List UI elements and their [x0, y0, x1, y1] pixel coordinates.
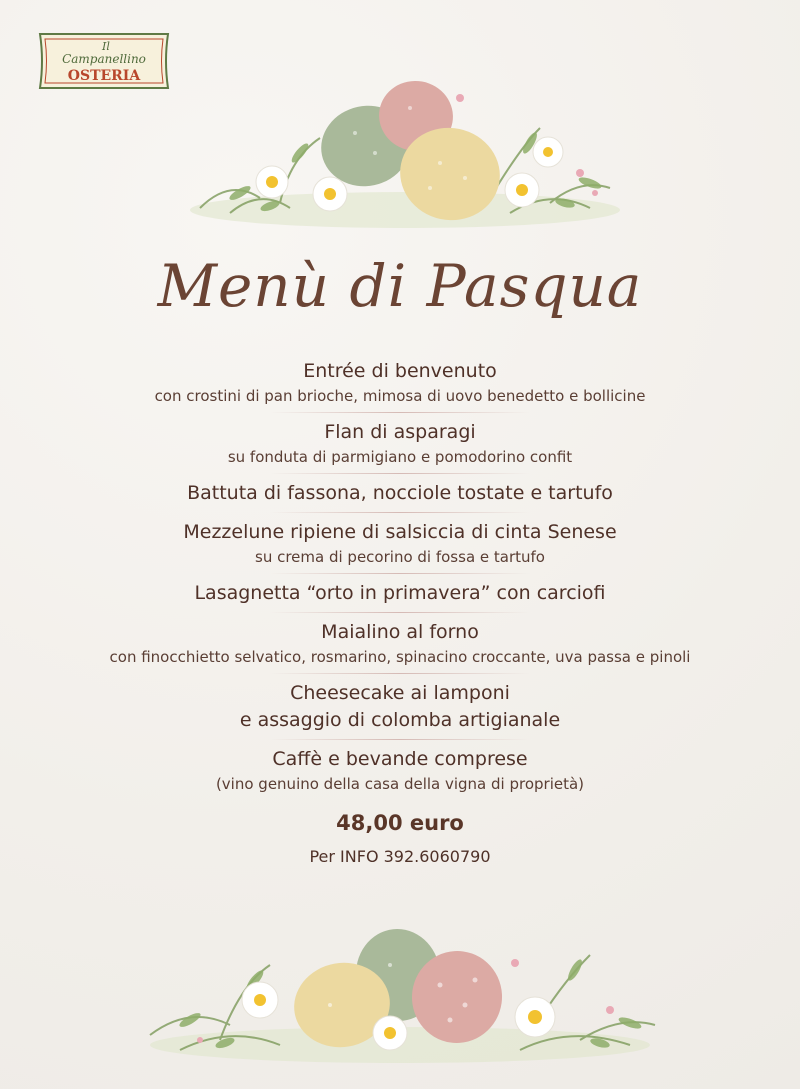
logo-line2: Campanellino — [62, 52, 146, 66]
menu-list — [0, 358, 800, 869]
divider — [270, 412, 530, 413]
divider — [270, 673, 530, 674]
course-description: con finocchietto selvatico, rosmarino, spinacino croccante, uva passa e pinoli — [109, 648, 691, 666]
menu-item — [0, 480, 800, 507]
divider — [270, 612, 530, 613]
logo-line1: Il — [102, 40, 110, 53]
logo-line3: OSTERIA — [67, 68, 141, 84]
course-name: Cheesecake ai lamponi — [290, 682, 510, 704]
course-name: Maialino al forno — [321, 621, 479, 643]
menu-item — [0, 519, 800, 568]
menu-title: Menù di Pasqua — [157, 252, 643, 320]
divider — [270, 573, 530, 574]
menu-item — [0, 619, 800, 668]
course-name: Flan di asparagi — [324, 421, 476, 443]
menu-item — [0, 680, 800, 734]
course-description: (vino genuino della casa della vigna di proprietà) — [215, 775, 585, 793]
osteria-logo — [30, 30, 178, 92]
menu-item — [0, 419, 800, 468]
menu-item — [0, 746, 800, 795]
course-description: con crostini di pan brioche, mimosa di uovo benedetto e bollicine — [154, 387, 646, 405]
course-name: Battuta di fassona, nocciole tostate e tartufo — [187, 482, 613, 504]
course-name-continued: e assaggio di colomba artigianale — [239, 709, 561, 731]
easter-eggs-bottom-illustration — [130, 925, 670, 1075]
course-name: Caffè e bevande comprese — [272, 748, 528, 770]
course-name: Mezzelune ripiene di salsiccia di cinta Senese — [183, 521, 617, 543]
divider — [270, 739, 530, 740]
course-name: Entrée di benvenuto — [303, 360, 497, 382]
course-description: su fonduta di parmigiano e pomodorino confit — [227, 448, 573, 466]
divider — [270, 473, 530, 474]
menu-price: 48,00 euro — [336, 811, 464, 835]
course-description: su crema di pecorino di fossa e tartufo — [255, 548, 545, 566]
course-name: Lasagnetta “orto in primavera” con carciofi — [194, 582, 606, 604]
info-phone: Per INFO 392.6060790 — [309, 847, 491, 866]
divider — [270, 512, 530, 513]
menu-item — [0, 358, 800, 407]
easter-eggs-top-illustration — [170, 78, 640, 238]
menu-item — [0, 580, 800, 607]
